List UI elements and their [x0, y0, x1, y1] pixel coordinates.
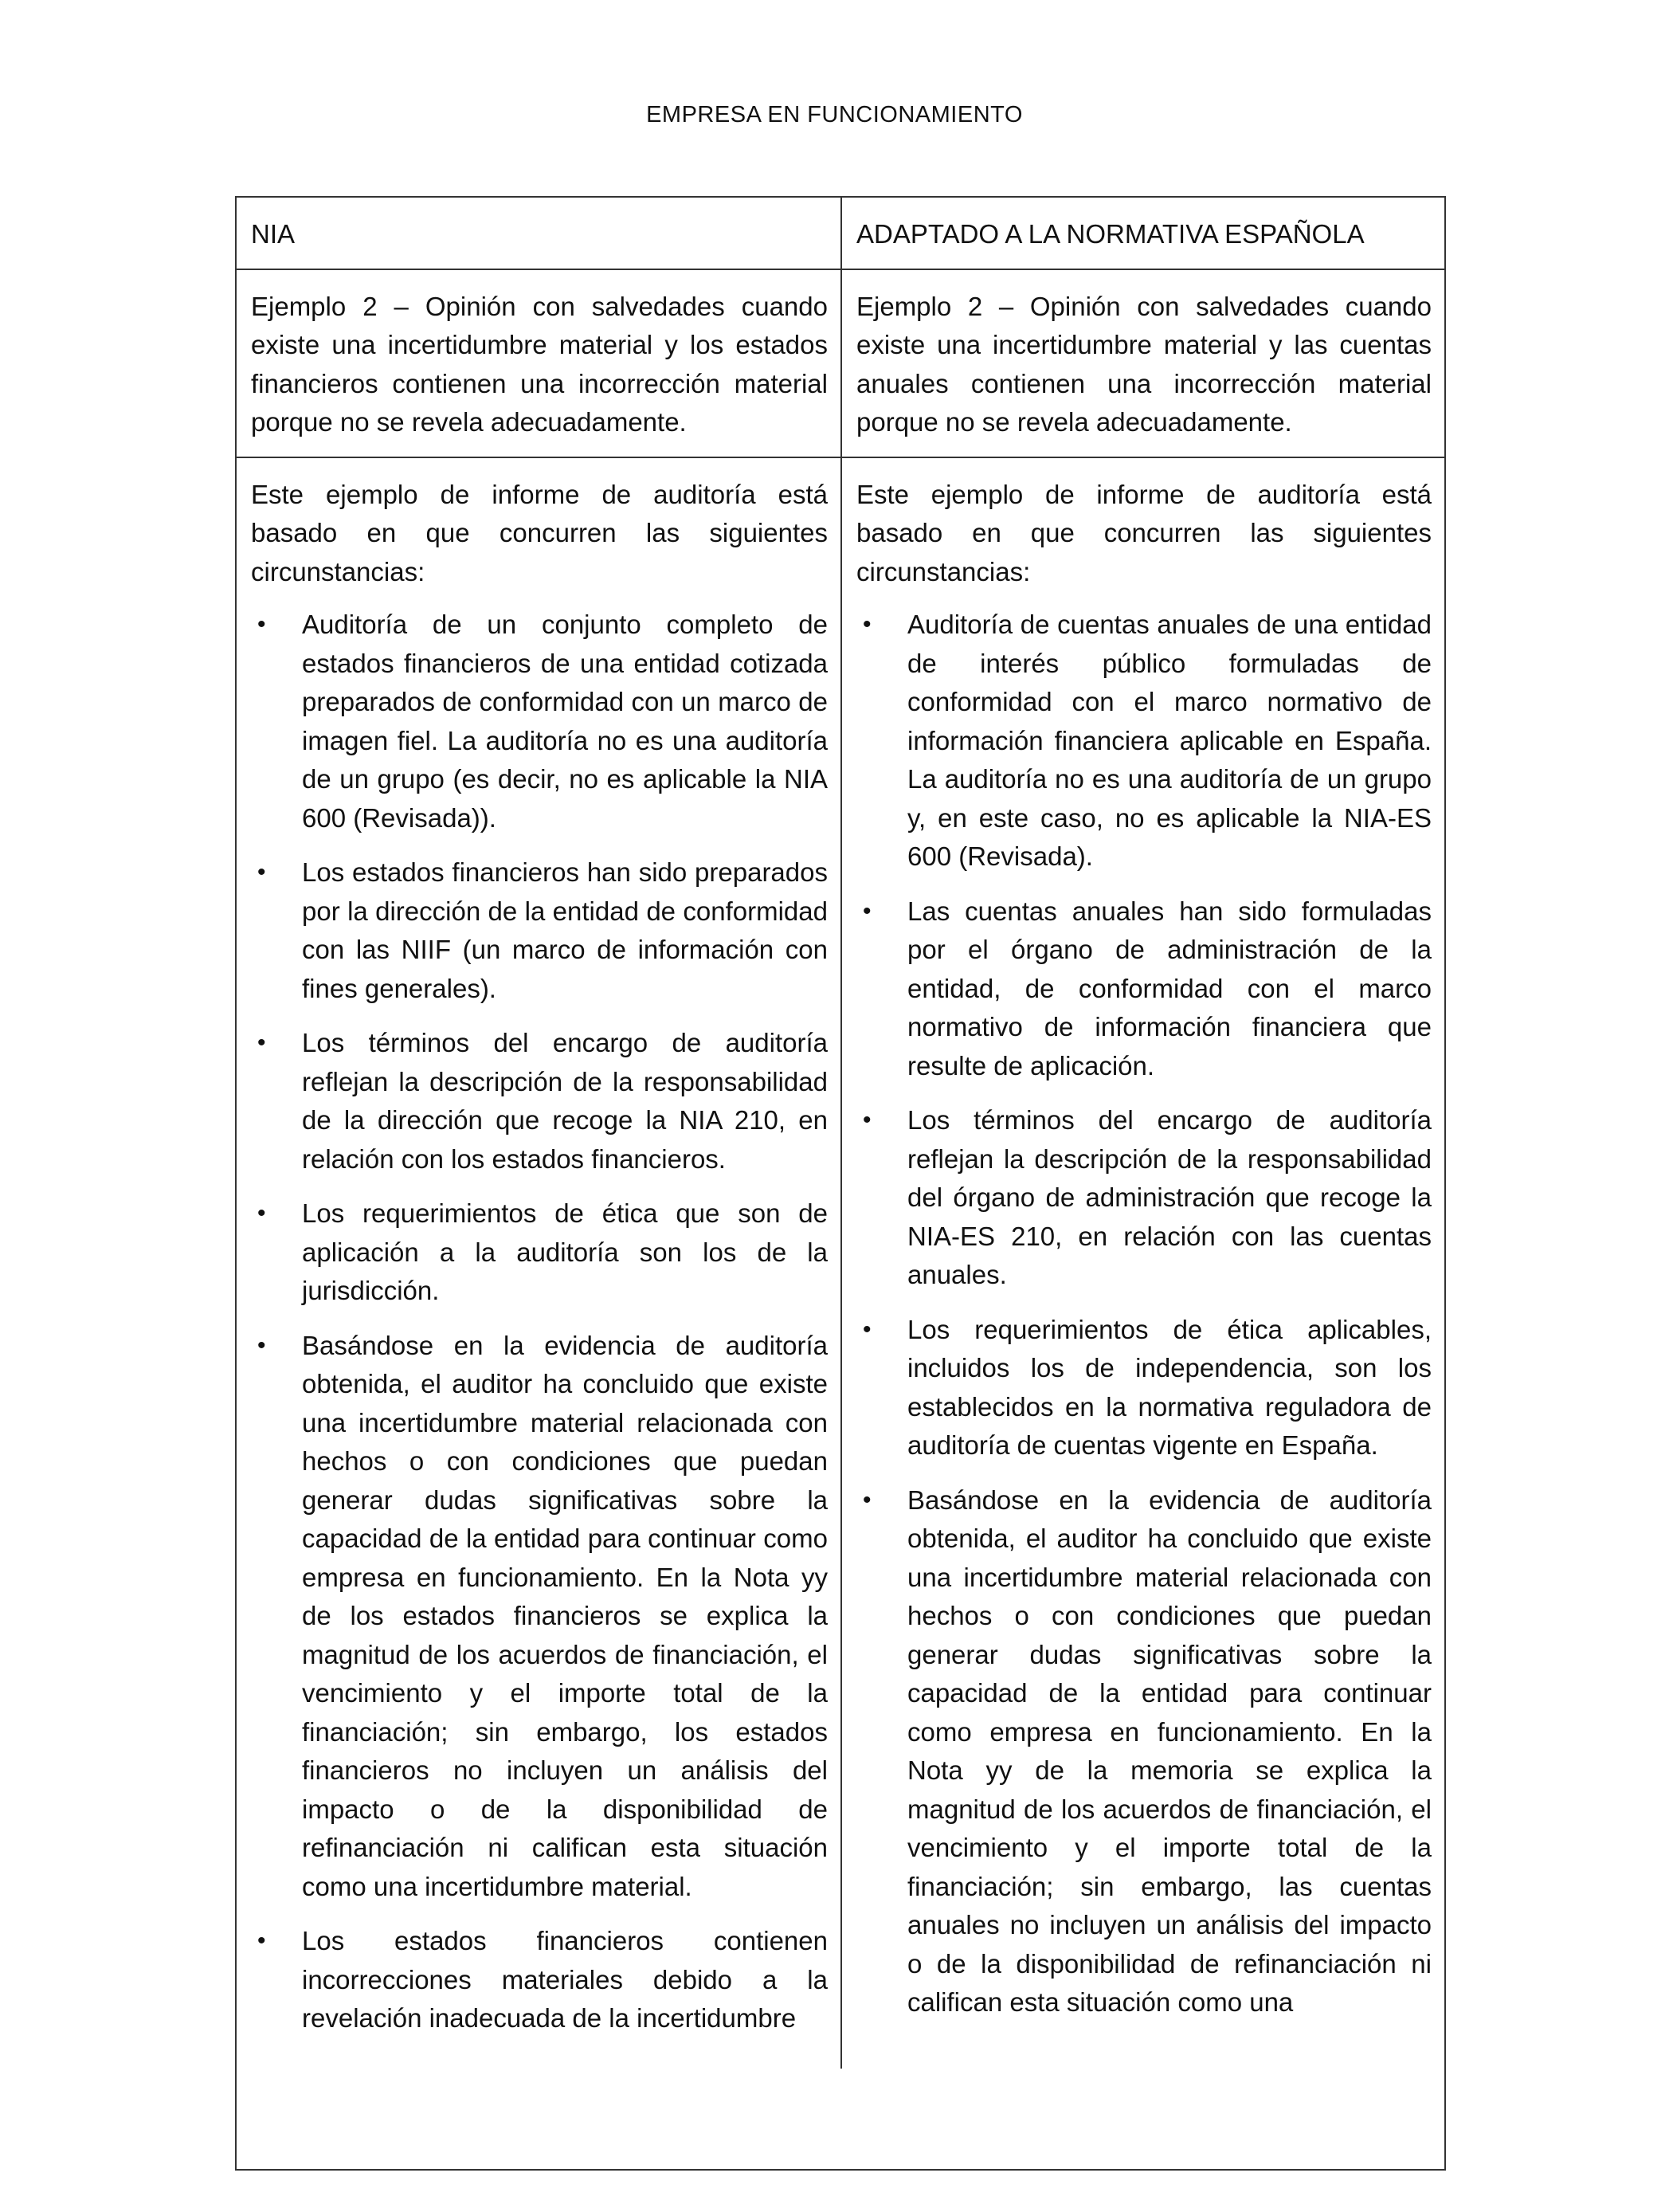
- list-item-text: Basándose en la evidencia de auditoría obtenida, el auditor ha concluido que existe una incertidumbre material relacionada con hechos o con condiciones que puedan generar dudas significativas sobre la capacidad de la entidad para continuar como empresa en funcionamiento. En la Nota yy de la memoria se explica la magnitud de los acuerdos de financiación, el vencimiento y el importe total de la financiación; sin embargo, las cuentas anuales no incluyen un análisis del impacto o de la disponibilidad de refinanciación ni califican esta situación como una: [907, 1484, 1432, 2017]
- intro-text: Este ejemplo de informe de auditoría está basado en que concurren las siguientes circunstancias:: [251, 479, 828, 586]
- bullet-icon: •: [257, 611, 266, 637]
- list-item: [856, 1481, 1432, 2022]
- intro-text: Este ejemplo de informe de auditoría está basado en que concurren las siguientes circunstancias:: [856, 479, 1432, 586]
- list-item: [856, 1311, 1432, 1465]
- list-item-text: Los términos del encargo de auditoría reflejan la descripción de la responsabilidad de la dirección que recoge la NIA 210, en relación con los estados financieros.: [302, 1028, 828, 1174]
- list-item-text: Las cuentas anuales han sido formuladas por el órgano de administración de la entidad, de conformidad con el marco normativo de información financiera que resulte de aplicación.: [907, 896, 1432, 1081]
- body-cell-nia: [237, 458, 842, 2069]
- list-item: [251, 1024, 828, 1179]
- list-item: [251, 1194, 828, 1311]
- list-item: [856, 1101, 1432, 1295]
- circumstances-list: [856, 606, 1432, 2022]
- list-item-text: Los estados financieros han sido preparados por la dirección de la entidad de conformidad con las NIIF (un marco de información con fines generales).: [302, 857, 828, 1003]
- page-title: EMPRESA EN FUNCIONAMIENTO: [646, 102, 1023, 127]
- list-item-text: Basándose en la evidencia de auditoría obtenida, el auditor ha concluido que existe una incertidumbre material relacionada con hechos o con condiciones que puedan generar dudas significativas sobre la capacidad de la entidad para continuar como empresa en funcionamiento. En la Nota yy de los estados financieros se explica la magnitud de los acuerdos de financiación, el vencimiento y el importe total de la financiación; sin embargo, los estados financieros no incluyen un análisis del impacto o de la disponibilidad de refinanciación ni califican esta situación como una incertidumbre material.: [302, 1330, 828, 1901]
- table-grid: [237, 198, 1444, 2069]
- example-cell-spanish: [842, 270, 1444, 458]
- body-cell-spanish: [842, 458, 1444, 2069]
- comparison-table: [235, 196, 1446, 2171]
- list-item: [251, 1922, 828, 2038]
- list-item-text: Los requerimientos de ética aplicables, incluidos los de independencia, son los establecidos en la normativa reguladora de auditoría de cuentas vigente en España.: [907, 1314, 1432, 1460]
- example-text: Ejemplo 2 – Opinión con salvedades cuando existe una incertidumbre material y las cuentas anuales contienen una incorrección material porque no se revela adecuadamente.: [856, 291, 1432, 437]
- example-cell-nia: [237, 270, 842, 458]
- list-item-text: Los estados financieros contienen incorrecciones materiales debido a la revelación inadecuada de la incertidumbre: [302, 1926, 828, 2033]
- circumstances-list: [251, 606, 828, 2038]
- header-label: NIA: [251, 219, 296, 249]
- list-item-text: Los términos del encargo de auditoría reflejan la descripción de la responsabilidad del órgano de administración que recoge la NIA-ES 210, en relación con las cuentas anuales.: [907, 1105, 1432, 1289]
- bullet-icon: •: [863, 611, 872, 637]
- bullet-icon: •: [257, 859, 266, 885]
- bullet-icon: •: [863, 1107, 872, 1133]
- list-item: [251, 606, 828, 837]
- header-cell-spanish: [842, 198, 1444, 270]
- list-item-text: Auditoría de un conjunto completo de estados financieros de una entidad cotizada preparados de conformidad con un marco de imagen fiel. La auditoría no es una auditoría de un grupo (es decir, no es aplicable la NIA 600 (Revisada)).: [302, 610, 828, 833]
- list-item-text: Los requerimientos de ética que son de aplicación a la auditoría son los de la jurisdicción.: [302, 1198, 828, 1305]
- bullet-icon: •: [863, 1316, 872, 1343]
- list-item: [856, 892, 1432, 1086]
- bullet-icon: •: [863, 1486, 872, 1513]
- list-item-text: Auditoría de cuentas anuales de una entidad de interés público formuladas de conformidad con el marco normativo de información financiera aplicable en España. La auditoría no es una auditoría de un grupo y, en este caso, no es aplicable la NIA-ES 600 (Revisada).: [907, 610, 1432, 871]
- header-cell-nia: [237, 198, 842, 270]
- list-item: [251, 1327, 828, 1907]
- bullet-icon: •: [863, 897, 872, 924]
- bullet-icon: •: [257, 1200, 266, 1226]
- list-item: [251, 853, 828, 1008]
- list-item: [856, 606, 1432, 877]
- bullet-icon: •: [257, 1928, 266, 1954]
- bullet-icon: •: [257, 1030, 266, 1056]
- bullet-icon: •: [257, 1332, 266, 1359]
- example-text: Ejemplo 2 – Opinión con salvedades cuando existe una incertidumbre material y los estados financieros contienen una incorrección material porque no se revela adecuadamente.: [251, 291, 828, 437]
- header-label: ADAPTADO A LA NORMATIVA ESPAÑOLA: [856, 219, 1365, 249]
